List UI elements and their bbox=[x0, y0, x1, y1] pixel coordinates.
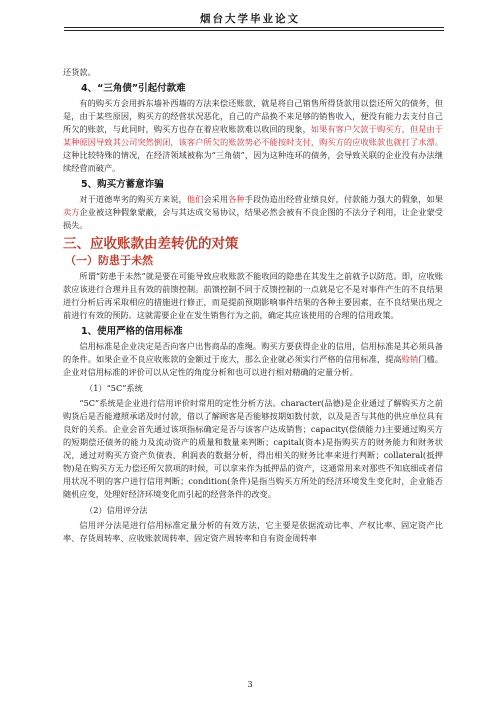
section-heading-credit-standard: 1、使用严格的信用标准 bbox=[81, 326, 183, 337]
paragraph-continuation: 还货款。 bbox=[63, 67, 96, 77]
text-span: 企业被这种假象蒙蔽，会与其达成交易协议，结果必然会被有不良企图的不法分子利用，让企业蒙受损失。 bbox=[63, 207, 443, 230]
paragraph-prevention: 所谓“防患于未然”就是要在可能导致应收账款不能收回的隐患在其发生之前就予以防范。即，应收账款应该进行合理并且有效的前馈控制。前馈控制不同于反馈控制的一点就是它不是对事件产生的不良结果进行分析后再采取相应的措施进行修正，而是提前预期影响事件结果的各种主要因素，在不良结果出现之前进行有效的预防。这就需要企业在发生销售行为之前，确定其应该使用的合理的信用政策。 bbox=[63, 271, 443, 320]
text-span: 门槛。企业对信用标准的评价可以从定性的角度分析和也可以进行相对精确的定量分析。 bbox=[63, 354, 443, 377]
header-rule-thick bbox=[64, 27, 444, 28]
text-span: 对于道德卑劣的购买方来说， bbox=[79, 194, 187, 204]
highlighted-text: 赊销 bbox=[401, 354, 419, 364]
paragraph-credit-scoring: 信用评分法是进行信用标准定量分析的有效方法，它主要是依据流动比率、产权比率、固定资产比率、存货周转率、应收账款周转率、固定资产周转率和自有资金周转率 bbox=[63, 520, 443, 543]
highlighted-text: 如果有客户欠款于购买方，但是由于某种原因导致其公司突然倒闭，该客户所欠的账款势必不能按时支付，购买方的应收账款也就打了水漂。 bbox=[63, 124, 443, 147]
header-rule-thin bbox=[64, 30, 444, 31]
highlighted-text: 卖方 bbox=[63, 207, 80, 217]
text-span: 这种比较特殊的情况，在经济领域被称为“三角债”，因为这种连环的债务，会导致关联的企业没有办法继续经营而破产。 bbox=[63, 150, 443, 173]
paragraph-5c-system: “5C”系统是企业进行信用评价时常用的定性分析方法。character(品德)是企业通过了解购买方之前购货后是否能遵照承诺及时付款，借以了解顾客是否能够按期如数付款，以及是否与其他的供应单位具有良好的关系。企业会首先通过该项指标确定是否与该客户达成销售；capacity(偿债能力)主要通过购买方的短期偿还债务的能力及流动资产的质量和数量来判断；capital(资本)是指购买方的财务能力和财务状况，通过对购买方资产负债表、利润表的数据分析，得出相关的财务比率来进行判断；collateral(抵押物)是在购买方无力偿还所欠款项的时候，可以拿来作为抵押品的资产，这通常用来对那些不知底细或者信用状况不明的客户进行信用判断；condition(条件)是指当购买方所处的经济环境发生变化时，企业能否随机应变，处理好经济环境变化而引起的经营条件的改变。 bbox=[63, 398, 443, 499]
paragraph-credit-standard bbox=[63, 340, 443, 379]
text-span: 信用标准是企业决定是否向客户出售商品的准绳。购买方要获得企业的信用，信用标准是其必须具备的条件。如果企业不良应收账款的金额过于庞大，那么企业就必须实行严格的信用标准，提高 bbox=[63, 341, 443, 364]
highlighted-text: 他们 bbox=[186, 194, 204, 204]
sub-heading-credit-scoring: （2）信用评分法 bbox=[85, 505, 148, 515]
header-title: 烟台大学毕业论文 bbox=[200, 13, 300, 25]
page-body bbox=[63, 66, 443, 545]
chapter-heading: 三、应收账款由差转优的对策 bbox=[63, 236, 239, 252]
text-span: 手段伪造出经营业绩良好，付款能力强大的假象，如果 bbox=[244, 194, 443, 204]
section-heading-triangular-debt: 4、“三角债”引起付款难 bbox=[81, 83, 186, 94]
paragraph-fraud bbox=[63, 193, 443, 232]
sub-heading-5c: （1）“5C”系统 bbox=[85, 383, 143, 393]
subsection-heading: （一）防患于未然 bbox=[65, 254, 153, 267]
paragraph-triangular-debt bbox=[63, 97, 443, 175]
text-span: 有的购买方会用拆东墙补西墙的方法来偿还账款，就是将自己销售所得货款用以偿还所欠的债务，但是，由于某些原因，购买方的经营状况恶化，自己的产品换不来足够的销售收入，便没有能力去支付自己所欠的账款，与此同时，购买方也存在着应收账款难以收回的现象， bbox=[63, 98, 443, 134]
highlighted-text: 各种 bbox=[228, 194, 245, 204]
page-number: 3 bbox=[247, 680, 253, 689]
section-heading-fraud: 5、购买方蓄意诈骗 bbox=[81, 179, 164, 190]
text-span: 会采用 bbox=[203, 194, 229, 204]
